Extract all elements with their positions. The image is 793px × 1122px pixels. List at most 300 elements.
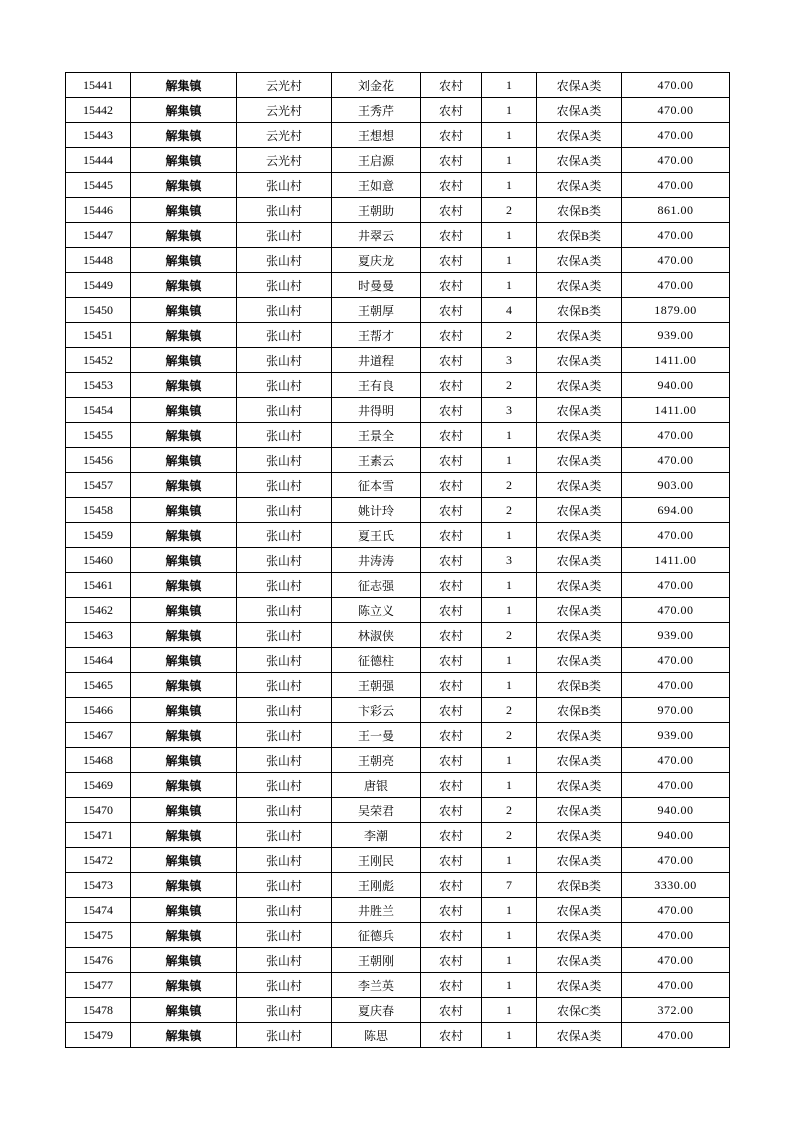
cell-town: 解集镇 [131, 498, 237, 523]
cell-insurance-category: 农保A类 [537, 148, 622, 173]
cell-count: 2 [482, 498, 537, 523]
cell-insurance-category: 农保B类 [537, 873, 622, 898]
cell-town: 解集镇 [131, 698, 237, 723]
cell-residence-type: 农村 [421, 1023, 482, 1048]
cell-record-id: 15450 [66, 298, 131, 323]
cell-person-name: 王朝刚 [332, 948, 421, 973]
table-row [66, 173, 730, 198]
cell-village: 张山村 [237, 1023, 332, 1048]
cell-amount: 694.00 [622, 498, 730, 523]
table-row [66, 248, 730, 273]
cell-residence-type: 农村 [421, 673, 482, 698]
cell-insurance-category: 农保B类 [537, 698, 622, 723]
cell-record-id: 15478 [66, 998, 131, 1023]
cell-person-name: 王如意 [332, 173, 421, 198]
cell-village: 张山村 [237, 223, 332, 248]
cell-person-name: 井胜兰 [332, 898, 421, 923]
cell-village: 张山村 [237, 573, 332, 598]
cell-count: 1 [482, 423, 537, 448]
cell-count: 3 [482, 398, 537, 423]
cell-insurance-category: 农保C类 [537, 998, 622, 1023]
cell-residence-type: 农村 [421, 398, 482, 423]
cell-residence-type: 农村 [421, 498, 482, 523]
cell-village: 张山村 [237, 723, 332, 748]
table-row [66, 198, 730, 223]
cell-town: 解集镇 [131, 448, 237, 473]
table-row [66, 923, 730, 948]
cell-town: 解集镇 [131, 948, 237, 973]
cell-town: 解集镇 [131, 323, 237, 348]
cell-insurance-category: 农保A类 [537, 273, 622, 298]
cell-amount: 470.00 [622, 98, 730, 123]
cell-town: 解集镇 [131, 973, 237, 998]
cell-town: 解集镇 [131, 748, 237, 773]
cell-residence-type: 农村 [421, 973, 482, 998]
cell-count: 1 [482, 673, 537, 698]
cell-count: 1 [482, 923, 537, 948]
cell-record-id: 15457 [66, 473, 131, 498]
cell-record-id: 15454 [66, 398, 131, 423]
cell-village: 张山村 [237, 973, 332, 998]
cell-count: 1 [482, 248, 537, 273]
cell-count: 2 [482, 698, 537, 723]
cell-village: 云光村 [237, 148, 332, 173]
cell-village: 张山村 [237, 698, 332, 723]
cell-count: 3 [482, 348, 537, 373]
cell-person-name: 井道程 [332, 348, 421, 373]
cell-person-name: 夏王氏 [332, 523, 421, 548]
cell-insurance-category: 农保A类 [537, 648, 622, 673]
cell-town: 解集镇 [131, 148, 237, 173]
cell-town: 解集镇 [131, 598, 237, 623]
cell-record-id: 15466 [66, 698, 131, 723]
cell-insurance-category: 农保A类 [537, 98, 622, 123]
cell-town: 解集镇 [131, 348, 237, 373]
cell-residence-type: 农村 [421, 248, 482, 273]
cell-residence-type: 农村 [421, 223, 482, 248]
cell-village: 张山村 [237, 273, 332, 298]
cell-insurance-category: 农保A类 [537, 398, 622, 423]
cell-town: 解集镇 [131, 673, 237, 698]
cell-record-id: 15469 [66, 773, 131, 798]
cell-village: 张山村 [237, 898, 332, 923]
cell-record-id: 15464 [66, 648, 131, 673]
cell-record-id: 15447 [66, 223, 131, 248]
cell-insurance-category: 农保A类 [537, 923, 622, 948]
cell-residence-type: 农村 [421, 198, 482, 223]
cell-amount: 470.00 [622, 1023, 730, 1048]
cell-village: 张山村 [237, 773, 332, 798]
table-row [66, 148, 730, 173]
cell-residence-type: 农村 [421, 573, 482, 598]
cell-village: 云光村 [237, 98, 332, 123]
cell-amount: 470.00 [622, 123, 730, 148]
benefits-table [65, 72, 730, 1048]
cell-count: 1 [482, 773, 537, 798]
cell-amount: 470.00 [622, 748, 730, 773]
cell-town: 解集镇 [131, 423, 237, 448]
cell-amount: 470.00 [622, 423, 730, 448]
cell-town: 解集镇 [131, 223, 237, 248]
table-row [66, 873, 730, 898]
cell-record-id: 15449 [66, 273, 131, 298]
cell-village: 张山村 [237, 998, 332, 1023]
cell-count: 1 [482, 173, 537, 198]
table-row [66, 123, 730, 148]
cell-insurance-category: 农保A类 [537, 173, 622, 198]
table-row [66, 273, 730, 298]
cell-residence-type: 农村 [421, 273, 482, 298]
cell-insurance-category: 农保A类 [537, 73, 622, 98]
table-row [66, 798, 730, 823]
cell-insurance-category: 农保A类 [537, 748, 622, 773]
cell-count: 2 [482, 373, 537, 398]
cell-village: 张山村 [237, 523, 332, 548]
cell-town: 解集镇 [131, 523, 237, 548]
cell-amount: 939.00 [622, 323, 730, 348]
cell-village: 张山村 [237, 548, 332, 573]
cell-amount: 3330.00 [622, 873, 730, 898]
cell-town: 解集镇 [131, 273, 237, 298]
cell-person-name: 姚计玲 [332, 498, 421, 523]
cell-person-name: 王想想 [332, 123, 421, 148]
cell-person-name: 王刚彪 [332, 873, 421, 898]
cell-amount: 470.00 [622, 448, 730, 473]
cell-record-id: 15442 [66, 98, 131, 123]
cell-village: 张山村 [237, 598, 332, 623]
cell-count: 1 [482, 573, 537, 598]
cell-town: 解集镇 [131, 248, 237, 273]
cell-insurance-category: 农保B类 [537, 198, 622, 223]
cell-count: 1 [482, 648, 537, 673]
cell-amount: 470.00 [622, 948, 730, 973]
cell-amount: 470.00 [622, 673, 730, 698]
cell-insurance-category: 农保A类 [537, 448, 622, 473]
cell-record-id: 15473 [66, 873, 131, 898]
cell-residence-type: 农村 [421, 773, 482, 798]
cell-record-id: 15460 [66, 548, 131, 573]
cell-person-name: 王素云 [332, 448, 421, 473]
cell-count: 2 [482, 798, 537, 823]
cell-amount: 861.00 [622, 198, 730, 223]
cell-count: 3 [482, 548, 537, 573]
cell-town: 解集镇 [131, 198, 237, 223]
cell-village: 张山村 [237, 648, 332, 673]
table-row [66, 523, 730, 548]
cell-person-name: 征德柱 [332, 648, 421, 673]
cell-insurance-category: 农保A类 [537, 598, 622, 623]
cell-count: 1 [482, 748, 537, 773]
cell-residence-type: 农村 [421, 348, 482, 373]
cell-insurance-category: 农保B类 [537, 673, 622, 698]
cell-person-name: 王一曼 [332, 723, 421, 748]
cell-person-name: 夏庆春 [332, 998, 421, 1023]
cell-count: 2 [482, 323, 537, 348]
cell-amount: 470.00 [622, 898, 730, 923]
cell-amount: 470.00 [622, 573, 730, 598]
cell-town: 解集镇 [131, 848, 237, 873]
cell-residence-type: 农村 [421, 648, 482, 673]
cell-village: 张山村 [237, 948, 332, 973]
cell-town: 解集镇 [131, 473, 237, 498]
cell-amount: 1411.00 [622, 398, 730, 423]
cell-village: 张山村 [237, 348, 332, 373]
cell-insurance-category: 农保A类 [537, 1023, 622, 1048]
cell-person-name: 征本雪 [332, 473, 421, 498]
table-row [66, 398, 730, 423]
cell-person-name: 陈立义 [332, 598, 421, 623]
cell-count: 2 [482, 823, 537, 848]
cell-record-id: 15477 [66, 973, 131, 998]
cell-town: 解集镇 [131, 173, 237, 198]
cell-town: 解集镇 [131, 373, 237, 398]
cell-person-name: 王朝亮 [332, 748, 421, 773]
cell-insurance-category: 农保A类 [537, 348, 622, 373]
cell-person-name: 唐银 [332, 773, 421, 798]
cell-insurance-category: 农保A类 [537, 323, 622, 348]
table-row [66, 773, 730, 798]
cell-residence-type: 农村 [421, 423, 482, 448]
cell-amount: 1411.00 [622, 548, 730, 573]
cell-amount: 970.00 [622, 698, 730, 723]
cell-village: 张山村 [237, 623, 332, 648]
table-row [66, 898, 730, 923]
cell-village: 张山村 [237, 848, 332, 873]
cell-insurance-category: 农保A类 [537, 848, 622, 873]
cell-town: 解集镇 [131, 873, 237, 898]
cell-record-id: 15479 [66, 1023, 131, 1048]
table-row [66, 648, 730, 673]
cell-insurance-category: 农保A类 [537, 773, 622, 798]
cell-amount: 470.00 [622, 223, 730, 248]
cell-amount: 1879.00 [622, 298, 730, 323]
cell-amount: 470.00 [622, 173, 730, 198]
cell-amount: 470.00 [622, 523, 730, 548]
cell-count: 1 [482, 1023, 537, 1048]
cell-residence-type: 农村 [421, 998, 482, 1023]
cell-residence-type: 农村 [421, 948, 482, 973]
cell-amount: 372.00 [622, 998, 730, 1023]
cell-town: 解集镇 [131, 73, 237, 98]
cell-record-id: 15461 [66, 573, 131, 598]
cell-person-name: 井涛涛 [332, 548, 421, 573]
cell-record-id: 15448 [66, 248, 131, 273]
cell-residence-type: 农村 [421, 448, 482, 473]
cell-town: 解集镇 [131, 623, 237, 648]
cell-residence-type: 农村 [421, 598, 482, 623]
cell-village: 张山村 [237, 473, 332, 498]
table-row [66, 823, 730, 848]
table-row [66, 473, 730, 498]
cell-town: 解集镇 [131, 573, 237, 598]
cell-insurance-category: 农保A类 [537, 898, 622, 923]
cell-record-id: 15456 [66, 448, 131, 473]
cell-person-name: 王朝强 [332, 673, 421, 698]
cell-village: 张山村 [237, 173, 332, 198]
cell-insurance-category: 农保A类 [537, 948, 622, 973]
cell-residence-type: 农村 [421, 298, 482, 323]
cell-count: 2 [482, 198, 537, 223]
cell-amount: 470.00 [622, 273, 730, 298]
cell-residence-type: 农村 [421, 123, 482, 148]
cell-insurance-category: 农保A类 [537, 823, 622, 848]
cell-residence-type: 农村 [421, 823, 482, 848]
cell-count: 1 [482, 523, 537, 548]
cell-town: 解集镇 [131, 548, 237, 573]
cell-amount: 470.00 [622, 648, 730, 673]
cell-count: 2 [482, 623, 537, 648]
cell-record-id: 15444 [66, 148, 131, 173]
cell-person-name: 王朝助 [332, 198, 421, 223]
cell-village: 云光村 [237, 73, 332, 98]
cell-insurance-category: 农保A类 [537, 373, 622, 398]
cell-town: 解集镇 [131, 98, 237, 123]
cell-count: 2 [482, 723, 537, 748]
cell-town: 解集镇 [131, 998, 237, 1023]
cell-count: 4 [482, 298, 537, 323]
cell-person-name: 陈思 [332, 1023, 421, 1048]
cell-person-name: 王启源 [332, 148, 421, 173]
table-row [66, 948, 730, 973]
cell-count: 1 [482, 73, 537, 98]
cell-residence-type: 农村 [421, 798, 482, 823]
cell-village: 张山村 [237, 373, 332, 398]
cell-residence-type: 农村 [421, 523, 482, 548]
cell-residence-type: 农村 [421, 148, 482, 173]
cell-residence-type: 农村 [421, 373, 482, 398]
table-row [66, 323, 730, 348]
cell-record-id: 15463 [66, 623, 131, 648]
cell-village: 张山村 [237, 873, 332, 898]
cell-amount: 470.00 [622, 148, 730, 173]
table-row [66, 673, 730, 698]
cell-record-id: 15468 [66, 748, 131, 773]
cell-residence-type: 农村 [421, 473, 482, 498]
cell-record-id: 15471 [66, 823, 131, 848]
cell-person-name: 时曼曼 [332, 273, 421, 298]
cell-town: 解集镇 [131, 823, 237, 848]
cell-insurance-category: 农保A类 [537, 548, 622, 573]
cell-record-id: 15458 [66, 498, 131, 523]
cell-village: 张山村 [237, 298, 332, 323]
cell-village: 张山村 [237, 923, 332, 948]
cell-amount: 939.00 [622, 623, 730, 648]
cell-record-id: 15467 [66, 723, 131, 748]
cell-town: 解集镇 [131, 648, 237, 673]
cell-person-name: 王朝厚 [332, 298, 421, 323]
cell-count: 2 [482, 473, 537, 498]
cell-record-id: 15462 [66, 598, 131, 623]
cell-town: 解集镇 [131, 798, 237, 823]
cell-town: 解集镇 [131, 773, 237, 798]
cell-village: 云光村 [237, 123, 332, 148]
cell-residence-type: 农村 [421, 323, 482, 348]
cell-insurance-category: 农保A类 [537, 498, 622, 523]
cell-count: 1 [482, 98, 537, 123]
table-row [66, 223, 730, 248]
cell-count: 1 [482, 448, 537, 473]
cell-village: 张山村 [237, 673, 332, 698]
cell-person-name: 卞彩云 [332, 698, 421, 723]
cell-record-id: 15470 [66, 798, 131, 823]
cell-residence-type: 农村 [421, 548, 482, 573]
cell-record-id: 15452 [66, 348, 131, 373]
cell-residence-type: 农村 [421, 748, 482, 773]
table-row [66, 598, 730, 623]
cell-village: 张山村 [237, 823, 332, 848]
cell-record-id: 15472 [66, 848, 131, 873]
cell-person-name: 王景全 [332, 423, 421, 448]
cell-person-name: 吴荣君 [332, 798, 421, 823]
cell-amount: 470.00 [622, 773, 730, 798]
cell-amount: 470.00 [622, 923, 730, 948]
cell-count: 1 [482, 123, 537, 148]
cell-insurance-category: 农保A类 [537, 248, 622, 273]
table-row [66, 848, 730, 873]
cell-record-id: 15475 [66, 923, 131, 948]
cell-person-name: 王秀芹 [332, 98, 421, 123]
cell-person-name: 林淑侠 [332, 623, 421, 648]
table-row [66, 373, 730, 398]
cell-amount: 1411.00 [622, 348, 730, 373]
cell-residence-type: 农村 [421, 98, 482, 123]
cell-insurance-category: 农保A类 [537, 423, 622, 448]
cell-person-name: 李兰英 [332, 973, 421, 998]
cell-record-id: 15451 [66, 323, 131, 348]
cell-record-id: 15443 [66, 123, 131, 148]
cell-count: 1 [482, 598, 537, 623]
cell-town: 解集镇 [131, 898, 237, 923]
cell-village: 张山村 [237, 498, 332, 523]
table-row [66, 498, 730, 523]
cell-insurance-category: 农保A类 [537, 973, 622, 998]
cell-count: 1 [482, 273, 537, 298]
cell-record-id: 15453 [66, 373, 131, 398]
table-row [66, 98, 730, 123]
cell-count: 1 [482, 998, 537, 1023]
cell-record-id: 15441 [66, 73, 131, 98]
cell-residence-type: 农村 [421, 873, 482, 898]
table-row [66, 423, 730, 448]
table-row [66, 973, 730, 998]
cell-amount: 939.00 [622, 723, 730, 748]
cell-person-name: 李潮 [332, 823, 421, 848]
table-row [66, 723, 730, 748]
table-row [66, 573, 730, 598]
cell-insurance-category: 农保A类 [537, 473, 622, 498]
cell-amount: 940.00 [622, 373, 730, 398]
cell-count: 7 [482, 873, 537, 898]
cell-residence-type: 农村 [421, 848, 482, 873]
cell-town: 解集镇 [131, 723, 237, 748]
cell-residence-type: 农村 [421, 698, 482, 723]
cell-insurance-category: 农保A类 [537, 723, 622, 748]
table-row [66, 548, 730, 573]
cell-person-name: 王帮才 [332, 323, 421, 348]
cell-count: 1 [482, 973, 537, 998]
cell-count: 1 [482, 898, 537, 923]
cell-village: 张山村 [237, 748, 332, 773]
cell-village: 张山村 [237, 798, 332, 823]
cell-amount: 470.00 [622, 248, 730, 273]
cell-residence-type: 农村 [421, 723, 482, 748]
table-row [66, 698, 730, 723]
cell-count: 1 [482, 223, 537, 248]
cell-amount: 470.00 [622, 73, 730, 98]
table-row [66, 748, 730, 773]
cell-record-id: 15474 [66, 898, 131, 923]
cell-amount: 470.00 [622, 598, 730, 623]
